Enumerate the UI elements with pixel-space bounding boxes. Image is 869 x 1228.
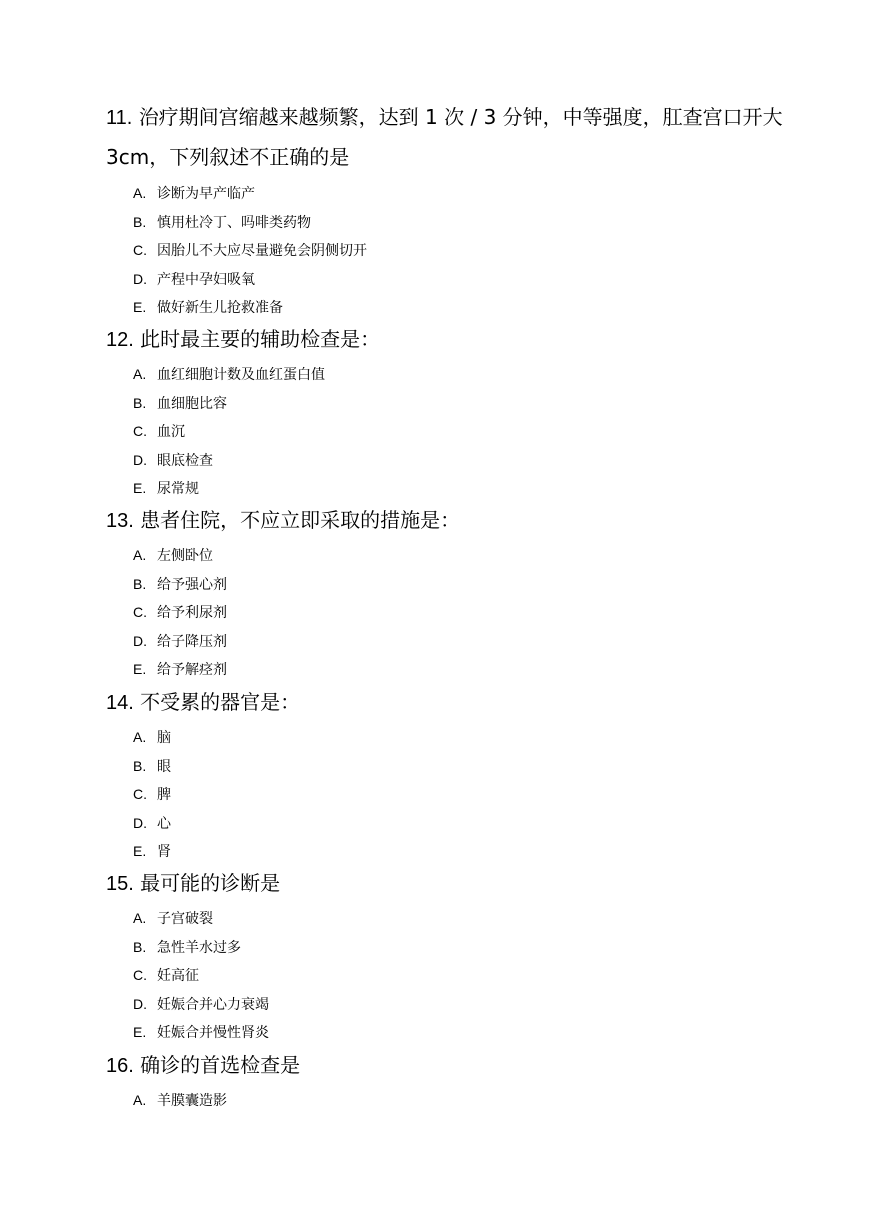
option-d (133, 446, 806, 475)
option-a (133, 1086, 806, 1115)
option-letter: A. (133, 547, 147, 563)
question-text: 治疗期间宫缩越来越频繁，达到 1 次 / 3 分钟，中等强度，肛查宫口开大 3cm，下列叙述不正确的是 (106, 105, 783, 169)
question-12 (106, 320, 806, 503)
option-d (133, 990, 806, 1019)
question-16 (106, 1046, 806, 1115)
option-d (133, 809, 806, 838)
question-title (106, 320, 806, 360)
question-text: 不受累的器官是： (140, 690, 301, 714)
option-letter: D. (133, 814, 147, 831)
option-letter: C. (133, 423, 147, 439)
option-a (133, 179, 806, 208)
option-a (133, 541, 806, 570)
option-letter: E. (133, 1024, 147, 1040)
option-c (133, 236, 806, 265)
option-letter: A. (133, 185, 147, 201)
option-c (133, 961, 806, 990)
option-d (133, 265, 806, 294)
option-letter: C. (133, 242, 147, 258)
question-text: 此时最主要的辅助检查是： (140, 327, 381, 351)
option-a (133, 360, 806, 389)
option-letter: E. (133, 480, 147, 496)
option-letter: D. (133, 632, 147, 649)
option-c (133, 598, 806, 627)
option-list (106, 360, 806, 503)
option-text: 尿常规 (157, 481, 199, 497)
question-number: 11. (106, 107, 133, 129)
option-text: 妊娠合并心力衰竭 (157, 996, 269, 1013)
option-text: 急性羊水过多 (157, 939, 241, 956)
option-list (106, 541, 806, 684)
question-title (106, 98, 806, 177)
option-b (133, 752, 806, 781)
option-list (106, 904, 806, 1047)
option-text: 妊娠合并慢性肾炎 (157, 1025, 269, 1041)
option-text: 做好新生儿抢救准备 (157, 300, 283, 316)
option-letter: E. (133, 661, 147, 677)
option-e (133, 293, 806, 322)
option-a (133, 904, 806, 933)
option-text: 羊膜囊造影 (157, 1093, 227, 1109)
question-text: 最可能的诊断是 (140, 871, 281, 895)
option-letter: C. (133, 604, 147, 620)
option-letter: B. (133, 757, 147, 774)
option-text: 眼底检查 (157, 452, 213, 469)
option-letter: C. (133, 786, 147, 802)
question-14 (106, 683, 806, 866)
question-title (106, 683, 806, 723)
option-text: 妊高征 (157, 968, 199, 984)
option-text: 脾 (157, 787, 171, 803)
option-text: 心 (157, 815, 171, 832)
question-title (106, 864, 806, 904)
question-number: 15. (106, 873, 134, 895)
question-13 (106, 501, 806, 684)
option-a (133, 723, 806, 752)
option-letter: A. (133, 366, 147, 382)
question-number: 16. (106, 1055, 134, 1077)
option-d (133, 627, 806, 656)
option-letter: B. (133, 575, 147, 592)
option-text: 血细胞比容 (157, 395, 227, 412)
question-number: 12. (106, 329, 134, 351)
option-e (133, 837, 806, 866)
question-title (106, 501, 806, 541)
option-letter: B. (133, 394, 147, 411)
option-c (133, 780, 806, 809)
question-11 (106, 98, 806, 322)
option-letter: E. (133, 299, 147, 315)
option-b (133, 389, 806, 418)
option-text: 肾 (157, 844, 171, 860)
option-text: 血红细胞计数及血红蛋白值 (157, 367, 325, 383)
option-text: 产程中孕妇吸氧 (157, 271, 255, 288)
option-list (106, 1086, 806, 1115)
option-list (106, 723, 806, 866)
option-list (106, 179, 806, 322)
option-letter: D. (133, 995, 147, 1012)
option-letter: B. (133, 938, 147, 955)
option-b (133, 208, 806, 237)
question-number: 14. (106, 692, 134, 714)
option-c (133, 417, 806, 446)
option-text: 血沉 (157, 424, 185, 440)
option-letter: D. (133, 270, 147, 287)
option-b (133, 570, 806, 599)
option-text: 给子降压剂 (157, 633, 227, 650)
question-text: 确诊的首选检查是 (140, 1053, 301, 1077)
option-letter: A. (133, 910, 147, 926)
option-text: 脑 (157, 730, 171, 746)
question-number: 13. (106, 510, 134, 532)
question-title (106, 1046, 806, 1086)
question-text: 患者住院，不应立即采取的措施是： (140, 508, 461, 532)
option-letter: B. (133, 213, 147, 230)
option-text: 子宫破裂 (157, 911, 213, 927)
option-letter: D. (133, 451, 147, 468)
option-text: 给予强心剂 (157, 576, 227, 593)
option-e (133, 1018, 806, 1047)
question-15 (106, 864, 806, 1047)
option-letter: C. (133, 967, 147, 983)
option-b (133, 933, 806, 962)
option-letter: A. (133, 1092, 147, 1108)
option-text: 给予利尿剂 (157, 605, 227, 621)
option-text: 慎用杜冷丁、吗啡类药物 (157, 214, 311, 231)
option-letter: E. (133, 843, 147, 859)
option-text: 给予解痉剂 (157, 662, 227, 678)
option-text: 眼 (157, 758, 171, 775)
option-text: 诊断为早产临产 (157, 186, 255, 202)
option-text: 因胎儿不大应尽量避免会阴侧切开 (157, 243, 367, 259)
option-letter: A. (133, 729, 147, 745)
option-text: 左侧卧位 (157, 548, 213, 564)
option-e (133, 474, 806, 503)
option-e (133, 655, 806, 684)
